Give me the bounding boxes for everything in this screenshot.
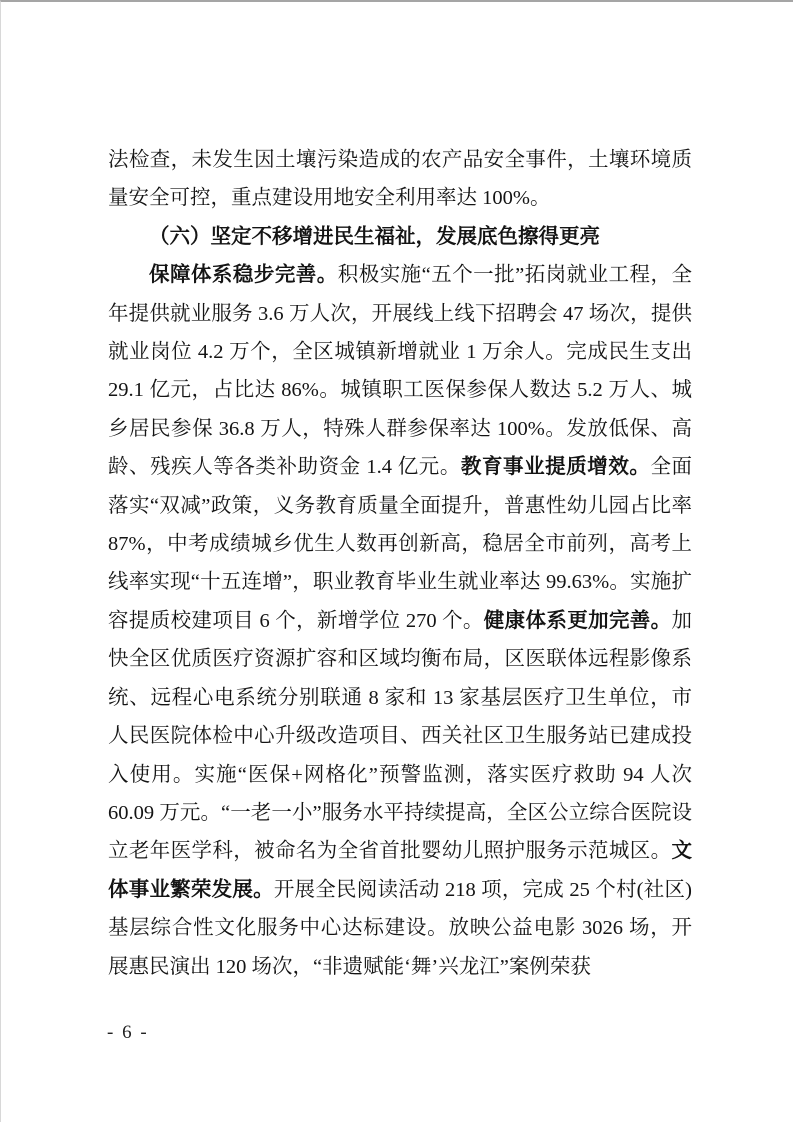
paragraph-people-livelihood [108, 256, 692, 986]
runin-heading-health: 健康体系更加完善。 [483, 609, 672, 632]
page-number: - 6 - [107, 1022, 149, 1043]
body-text-education: 全面落实“双减”政策，义务教育质量全面提升，普惠性幼儿园占比率 87%，中考成绩城乡优生人数再创新高，稳居全市前列，高考上线率实现“十五连增”，职业教育毕业生就业率达 99.63%。实施扩容提质校建项目 6 个，新增学位 270 个。 [108, 456, 693, 632]
document-body [108, 141, 692, 986]
runin-heading-culture-sports: 文体事业繁荣发展。 [108, 840, 692, 901]
runin-heading-social-security: 保障体系稳步完善。 [149, 264, 338, 287]
body-text-health: 加快全区优质医疗资源扩容和区域均衡布局，区医联体远程影像系统、远程心电系统分别联通 8 家和 13 家基层医疗卫生单位，市人民医院体检中心升级改造项目、西关社区卫生服务站已建成投入使用。实施“医保+网格化”预警监测，落实医疗救助 94 人次 60.09 万元。“一老一小”服务水平持续提高，全区公立综合医院设立老年医学科，被命名为全省首批婴幼儿照护服务示范城区。 [108, 609, 693, 863]
body-text-culture-sports: 开展全民阅读活动 218 项，完成 25 个村(社区)基层综合性文化服务中心达标建设。放映公益电影 3026 场，开展惠民演出 120 场次，“非遗赋能‘舞’兴龙江”案例荣获 [108, 878, 693, 978]
paragraph-continuation: 法检查，未发生因土壤污染造成的农产品安全事件，土壤环境质量安全可控，重点建设用地安全利用率达 100%。 [108, 149, 692, 210]
section-heading: （六）坚定不移增进民生福祉，发展底色擦得更亮 [149, 225, 600, 248]
body-text-employment-welfare: 积极实施“五个一批”拓岗就业工程，全年提供就业服务 3.6 万人次，开展线上线下招聘会 47 场次，提供就业岗位 4.2 万个，全区城镇新增就业 1 万余人。完成民生支出 29.1 亿元，占比达 86%。城镇职工医保参保人数达 5.2 万人、城乡居民参保 36.8 万人，特殊人群参保率达 100%。发放低保、高龄、残疾人等各类补助资金 1.4 亿元。 [108, 264, 693, 479]
runin-heading-education: 教育事业提质增效。 [460, 456, 651, 479]
